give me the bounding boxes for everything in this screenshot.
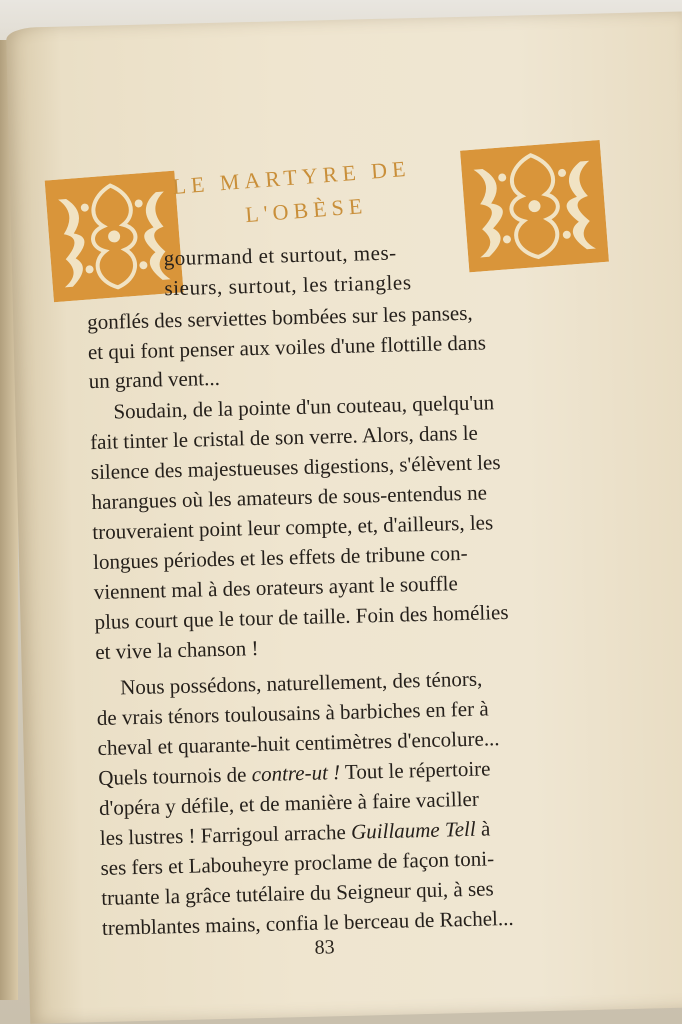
text-line: plus court que le tour de taille. Foin des homélies xyxy=(94,599,509,635)
text-line: cheval et quarante-huit centimètres d'encolure... xyxy=(97,726,500,760)
text-line: silence des majestueuses digestions, s'élèvent les xyxy=(90,450,501,485)
text-line: truante la grâce tutélaire du Seigneur qui, à ses xyxy=(100,876,494,910)
chapter-title-line-2: L'OBÈSE xyxy=(244,192,368,228)
italic-text: Guillaume Tell xyxy=(350,816,476,844)
italic-text: contre-ut ! xyxy=(251,760,341,787)
text-line: sieurs, surtout, les triangles xyxy=(164,270,412,301)
text-line: harangues où les amateurs de sous-entendus ne xyxy=(91,480,488,515)
text-line xyxy=(98,756,491,791)
ornament-right-icon xyxy=(460,140,609,272)
text-line: et qui font penser aux voiles d'une flottille dans xyxy=(87,330,487,365)
text-line: longues périodes et les effets de tribune con- xyxy=(92,540,468,575)
text-segment: à xyxy=(475,816,491,841)
text-line: gonflés des serviettes bombées sur les panses, xyxy=(86,300,473,335)
text-segment: Tout le répertoire xyxy=(339,756,491,785)
text-line: gourmand et surtout, mes- xyxy=(163,240,397,271)
text-line: fait tinter le cristal de son verre. Alors, dans le xyxy=(89,420,479,455)
text-line: Soudain, de la pointe d'un couteau, quelqu'un xyxy=(113,390,495,424)
text-segment: Quels tournois de xyxy=(98,762,253,790)
chapter-title-line-1: LE MARTYRE DE xyxy=(171,155,412,199)
text-line: ses fers et Labouheyre proclame de façon toni- xyxy=(100,846,495,880)
text-line: un grand vent... xyxy=(88,365,221,394)
text-line: viennent mal à des orateurs ayant le souffle xyxy=(93,571,459,605)
ornament-left-icon xyxy=(45,171,184,303)
book-page xyxy=(6,11,682,1023)
page-number: 83 xyxy=(314,936,335,959)
text-line: de vrais ténors toulousains à barbiches en fer à xyxy=(96,696,489,730)
text-line: Nous possédons, naturellement, des ténors, xyxy=(119,666,483,700)
text-line: trouveraient point leur compte, et, d'ailleurs, les xyxy=(92,510,494,545)
text-segment: les lustres ! Farrigoul arrache xyxy=(99,819,352,850)
text-line: d'opéra y défile, et de manière à faire vaciller xyxy=(98,786,480,820)
text-line: tremblantes mains, confia le berceau de Rachel... xyxy=(101,905,514,940)
text-line xyxy=(100,816,491,851)
text-line: et vive la chanson ! xyxy=(94,636,259,665)
